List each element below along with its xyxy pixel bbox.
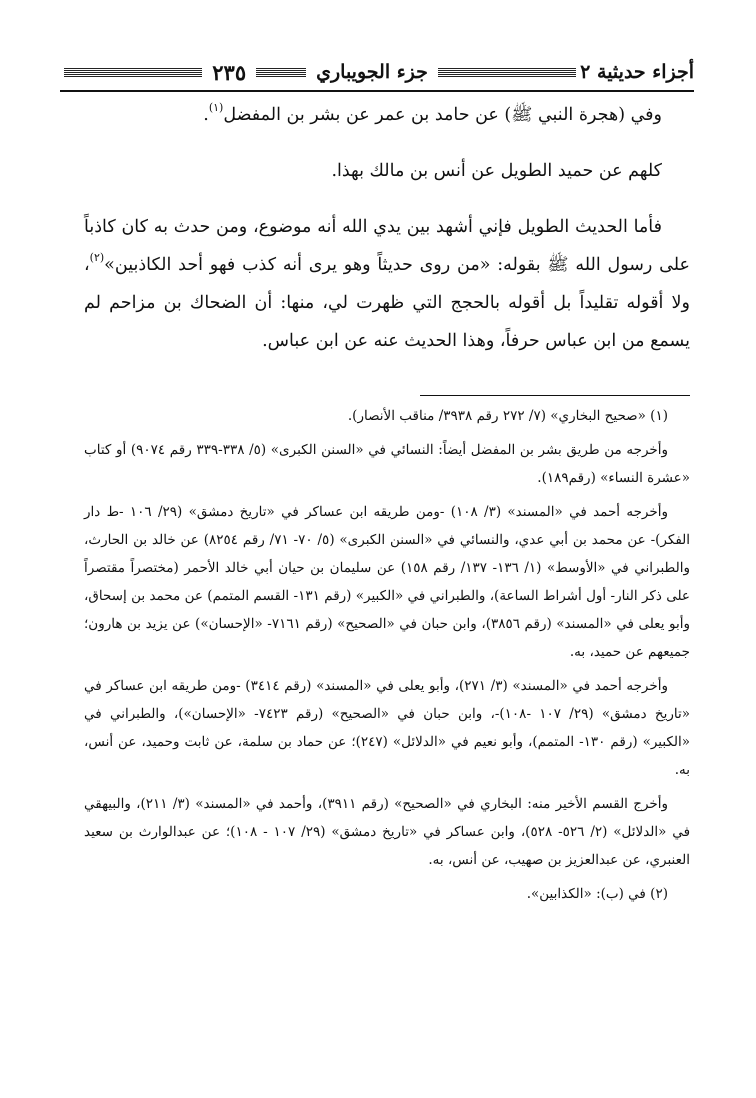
footnote: وأخرجه من طريق بشر بن المفضل أيضاً: النسائي في «السنن الكبرى» (٥/ ٣٣٨-٣٣٩ رقم ٩٠٧٤) أو كتاب «عشرة النساء» (رقم١٨٩). [84,442,690,486]
footnote: وأخرجه أحمد في «المسند» (٣/ ١٠٨) -ومن طريقه ابن عساكر في «تاريخ دمشق» (٢٩/ ١٠٦ -ط دار الفكر)- عن محمد بن أبي عدي، والنسائي في «السنن الكبرى» (٥/ ٧٠- ٧١/ رقم ٨٢٥٤) عن خالد بن الحارث، والطبراني في «الأوسط» (١/ ١٣٦- ١٣٧/ رقم ١٥٨) عن سليمان بن حيان أبي خالد الأحمر (مختصراً مقتصراً على ذكر النار- أول أشراط الساعة)، والطبراني في «الكبير» (رقم ١٣١- القسم المتمم) عن محمد بن إسحاق، وأبو يعلى في «المسند» (رقم ٣٨٥٦)، وابن حبان في «الصحيح» (رقم ٧١٦١- «الإحسان») عن يزيد بن هارون؛ جميعهم عن حميد، به. [84,504,691,660]
punctuation: . [203,105,209,125]
footnote: وأخرجه أحمد في «المسند» (٣/ ٢٧١)، وأبو يعلى في «المسند» (رقم ٣٤١٤) -ومن طريقه ابن عساكر في «تاريخ دمشق» (٢٩/ ١٠٧ -١٠٨)-، وابن حبان في «الصحيح» (رقم ٧٤٢٣- «الإحسان»)، والطبراني في «الكبير» (رقم ١٣٠- المتمم)، وأبو نعيم في «الدلائل» (٢٤٧)؛ عن حماد بن سلمة، عن ثابت وحميد، عن أنس، به. [84,678,691,778]
paragraph-text: فأما الحديث الطويل فإني أشهد بين يدي الله أنه موضوع، ومن حدث به كان كاذباً على رسول الله ﷺ بقوله: «من روى حديثاً وهو يرى أنه كذب فهو أحد الكاذبين» [84,217,690,275]
paragraph-text: وفي (هجرة النبي ﷺ) عن حامد بن عمر عن بشر بن المفضل [223,105,662,125]
header-ornament-bar [256,68,306,77]
series-title: أجزاء حديثية ٢ [580,61,694,83]
main-text [84,96,690,360]
header-ornament-bar [438,68,576,77]
main-paragraph [84,96,690,134]
footnote: (١) «صحيح البخاري» (٧/ ٢٧٢ رقم ٣٩٣٨/ مناقب الأنصار). [347,408,668,424]
running-header [60,52,694,92]
footnotes [84,402,690,914]
header-rule [60,90,694,92]
footnote: وأخرج القسم الأخير منه: البخاري في «الصحيح» (رقم ٣٩١١)، وأحمد في «المسند» (٣/ ٢١١)، والبيهقي في «الدلائل» (٢/ ٥٢٦- ٥٢٨)، وابن عساكر في «تاريخ دمشق» (٢٩/ ١٠٧ - ١٠٨)؛ عن عبدالوارث بن سعيد العنبري، عن عبدالعزيز بن صهيب، عن أنس، به. [84,796,691,868]
footnote-ref: (١) [208,101,224,114]
main-paragraph [84,208,690,360]
footnote: (٢) في (ب): «الكذابين». [526,886,668,902]
paragraph-text: ، ولا أقوله تقليداً بل أقوله بالحجج التي ظهرت لي، منها: أن الضحاك بن مزاحم لم يسمع من ابن عباس حرفاً، وهذا الحديث عنه عن ابن عباس. [84,255,690,351]
footnote-ref: (٢) [89,251,105,264]
header-ornament-bar [64,68,202,77]
book-title: جزء الجويباري [316,61,428,83]
footnote-separator [420,395,690,396]
page-number: ٢٣٥ [212,59,247,85]
main-paragraph: كلهم عن حميد الطويل عن أنس بن مالك بهذا. [331,161,662,181]
